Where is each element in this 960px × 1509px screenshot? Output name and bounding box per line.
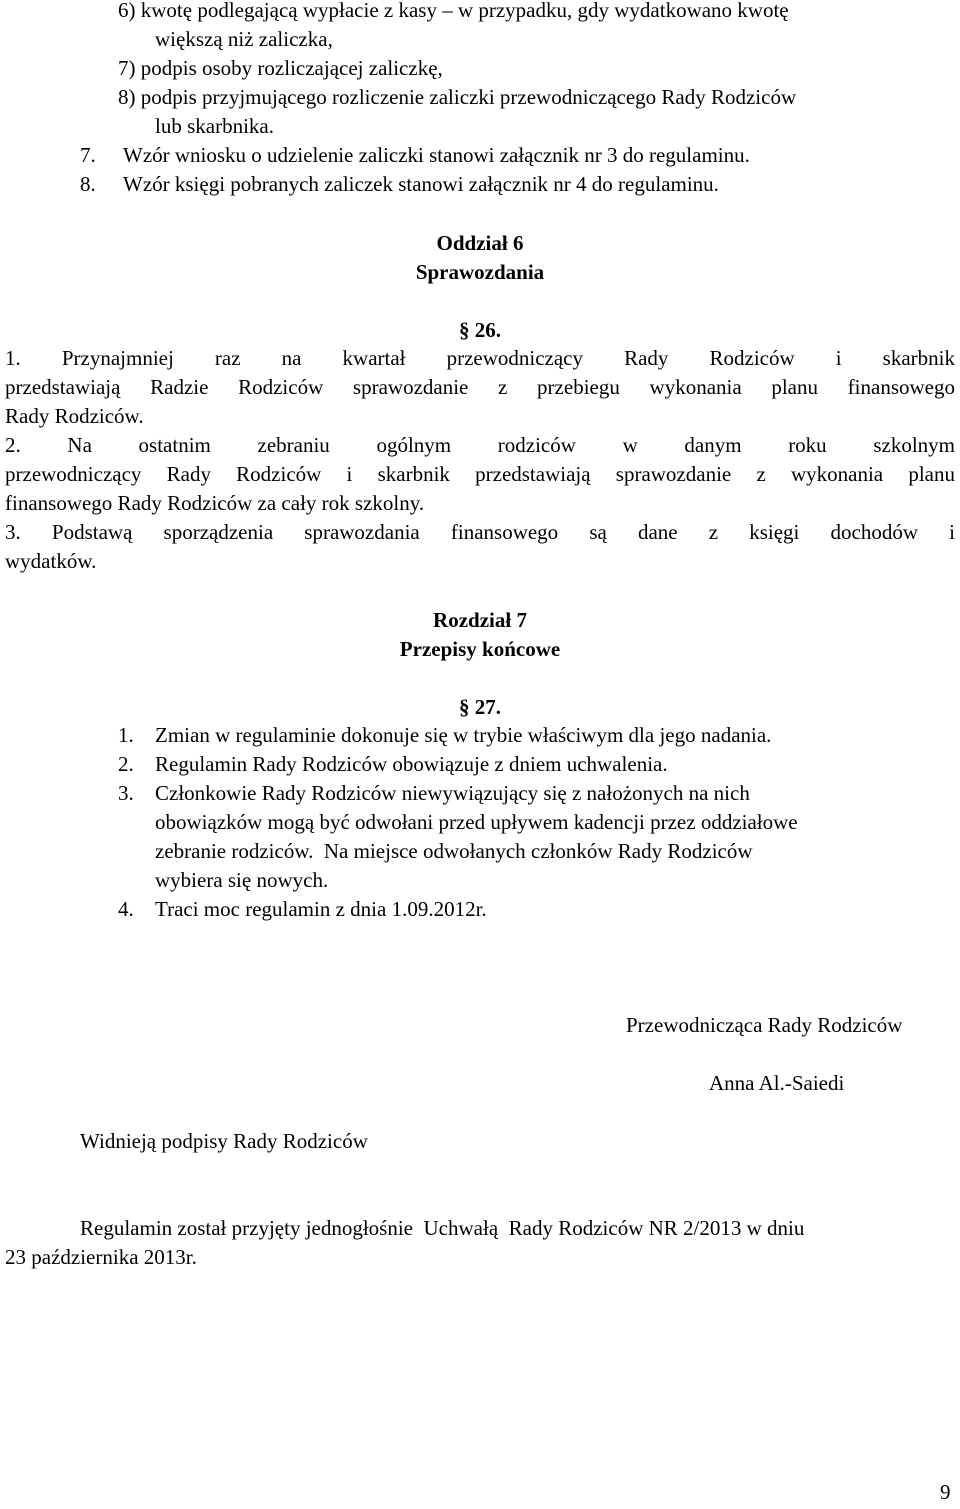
chair-name: Anna Al.-Saiedi [709, 1071, 845, 1095]
section-7-heading: Rozdział 7 [433, 608, 527, 632]
final-item-1-text: Zmian w regulaminie dokonuje się w trybie właściwym dla jego nadania. [155, 723, 772, 747]
final-item-2-text: Regulamin Rady Rodziców obowiązuje z dniem uchwalenia. [155, 752, 668, 776]
page-number: 9 [940, 1480, 951, 1504]
point-7 [80, 141, 750, 170]
final-item-3-line-2: obowiązków mogą być odwołani przed upływem kadencji przez oddziałowe [155, 810, 798, 834]
section-6-point-2-line-2: przewodniczący Rady Rodziców i skarbnik przedstawiają sprawozdanie z wykonania planu [5, 462, 955, 486]
section-6-point-1-line-1: 1. Przynajmniej raz na kwartał przewodniczący Rady Rodziców i skarbnik [5, 346, 955, 370]
final-item-4 [118, 895, 487, 924]
adoption-note-line-2: 23 października 2013r. [5, 1245, 197, 1269]
adoption-note-line-1: Regulamin został przyjęty jednogłośnie Uchwałą Rady Rodziców NR 2/2013 w dniu [80, 1216, 805, 1240]
point-8-text: Wzór księgi pobranych zaliczek stanowi załącznik nr 4 do regulaminu. [123, 172, 719, 196]
final-item-3-text: Członkowie Rady Rodziców niewywiązujący się z nałożonych na nich [155, 781, 750, 805]
section-6-point-2-line-1: 2. Na ostatnim zebraniu ogólnym rodziców w danym roku szkolnym [5, 433, 955, 457]
chair-title: Przewodnicząca Rady Rodziców [626, 1013, 903, 1037]
council-signatures-note: Widnieją podpisy Rady Rodziców [80, 1129, 368, 1153]
list-item-6: 6) kwotę podlegającą wypłacie z kasy – w przypadku, gdy wydatkowano kwotę [118, 0, 789, 22]
point-7-number: 7. [80, 143, 96, 167]
final-item-1-number: 1. [118, 723, 134, 747]
section-6-point-1-line-3: Rady Rodziców. [5, 404, 144, 428]
final-item-1 [118, 721, 771, 750]
final-item-4-number: 4. [118, 897, 134, 921]
point-7-text: Wzór wniosku o udzielenie zaliczki stanowi załącznik nr 3 do regulaminu. [123, 143, 750, 167]
section-6-point-3-line-2: wydatków. [5, 549, 97, 573]
final-item-3 [118, 779, 750, 808]
final-item-2-number: 2. [118, 752, 134, 776]
paragraph-26-heading: § 26. [459, 318, 501, 342]
final-item-3-line-3: zebranie rodziców. Na miejsce odwołanych członków Rady Rodziców [155, 839, 753, 863]
section-6-point-1-line-2: przedstawiają Radzie Rodziców sprawozdanie z przebiegu wykonania planu finansowego [5, 375, 955, 399]
section-6-point-3-line-1: 3. Podstawą sporządzenia sprawozdania finansowego są dane z księgi dochodów i [5, 520, 955, 544]
list-item-7: 7) podpis osoby rozliczającej zaliczkę, [118, 56, 443, 80]
final-item-4-text: Traci moc regulamin z dnia 1.09.2012r. [155, 897, 487, 921]
final-item-2 [118, 750, 668, 779]
point-8 [80, 170, 719, 199]
section-6-title: Sprawozdania [415, 260, 545, 284]
final-item-3-line-4: wybiera się nowych. [155, 868, 329, 892]
point-8-number: 8. [80, 172, 96, 196]
list-item-8-continuation: lub skarbnika. [155, 114, 274, 138]
final-item-3-number: 3. [118, 781, 134, 805]
paragraph-27-heading: § 27. [459, 695, 501, 719]
section-7-title: Przepisy końcowe [399, 637, 561, 661]
section-6-point-2-line-3: finansowego Rady Rodziców za cały rok szkolny. [5, 491, 425, 515]
section-6-heading: Oddział 6 [436, 231, 524, 255]
list-item-8: 8) podpis przyjmującego rozliczenie zaliczki przewodniczącego Rady Rodziców [118, 85, 797, 109]
list-item-6-continuation: większą niż zaliczka, [155, 27, 333, 51]
